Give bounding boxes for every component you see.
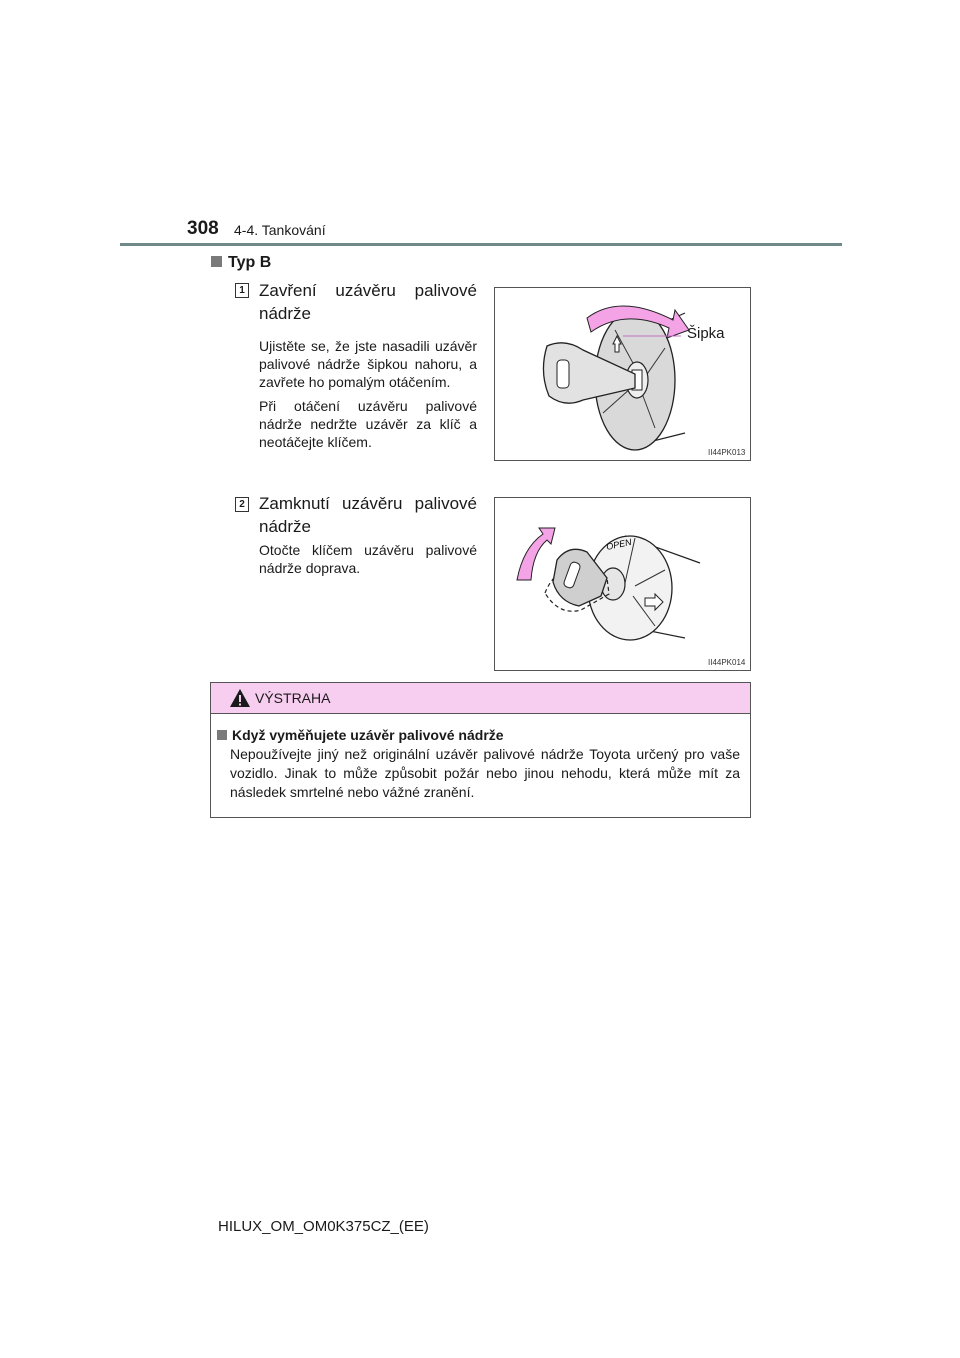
- fuel-cap-closing-illustration: [495, 288, 750, 460]
- step-number-2: 2: [235, 497, 249, 512]
- warning-header: [211, 683, 750, 714]
- figure-code: II44PK013: [708, 448, 746, 457]
- step-1-paragraph: Ujistěte se, že jste nasadili uzávěr palivové nádrže šipkou nahoru, a zavřete ho pomalým otáčením.: [259, 338, 477, 390]
- sub-heading-text: Typ B: [228, 254, 272, 271]
- arrow-callout-label: Šipka: [687, 325, 725, 342]
- step-2-paragraph: Otočte klíčem uzávěru palivové nádrže doprava.: [259, 542, 477, 576]
- section-title: 4-4. Tankování: [234, 222, 326, 238]
- footer-code: HILUX_OM_OM0K375CZ_(EE): [218, 1218, 429, 1235]
- fuel-cap-locking-illustration: [495, 498, 750, 670]
- step-number-1: 1: [235, 283, 249, 298]
- step-2-title: Zamknutí uzávěru palivové nádrže: [259, 494, 477, 536]
- step-1-title: Zavření uzávěru palivové nádrže: [259, 281, 477, 323]
- page-number: 308: [187, 218, 219, 239]
- square-bullet-icon: [211, 256, 222, 267]
- step-1-paragraph: Při otáčení uzávěru palivové nádrže nedržte uzávěr za klíč a neotáčejte klíčem.: [259, 398, 477, 450]
- warning-heading: [217, 727, 504, 743]
- figure-fuel-cap-closing: [494, 287, 751, 461]
- warning-label: VÝSTRAHA: [255, 690, 331, 706]
- square-bullet-icon: [217, 730, 227, 740]
- header-rule: [120, 243, 842, 246]
- figure-fuel-cap-locking: [494, 497, 751, 671]
- figure-code: II44PK014: [708, 658, 746, 667]
- warning-text: Nepoužívejte jiný než originální uzávěr palivové nádrže Toyota určený pro vaše vozidlo. Jinak to může způsobit požár nebo jinou nehodu, která může mít za následek smrtelné nebo vážné zranění.: [230, 746, 740, 800]
- warning-triangle-icon: [229, 688, 251, 708]
- open-cap-text: OPEN: [605, 536, 633, 552]
- warning-box: [210, 682, 751, 818]
- step-1-body: [259, 337, 477, 457]
- warning-heading-text: Když vyměňujete uzávěr palivové nádrže: [232, 727, 504, 743]
- step-2-body: [259, 541, 477, 583]
- sub-heading: [211, 254, 271, 272]
